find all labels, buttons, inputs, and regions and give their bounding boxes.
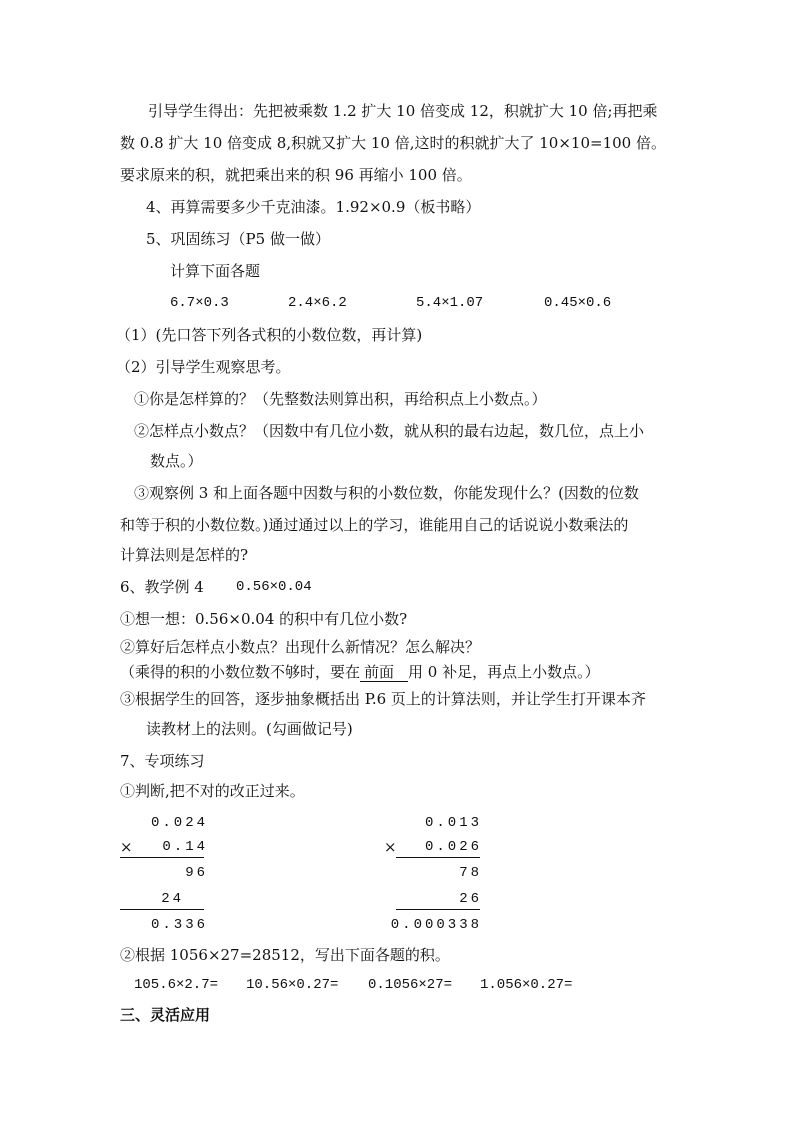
question-1: （1）(先口答下列各式积的小数位数，再计算): [116, 326, 423, 344]
multiplicand: 0.024: [150, 815, 208, 831]
multiply-sign: ×: [384, 838, 397, 856]
product-item: 1.056×0.27=: [480, 977, 573, 993]
step-4: 4、再算需要多少千克油漆。1.92×0.9（板书略）: [146, 198, 481, 216]
partial-product: 24: [161, 891, 184, 907]
calc-heading: 计算下面各题: [170, 262, 261, 280]
multiplier: 0.026: [424, 839, 482, 855]
partial-product: 26: [459, 891, 482, 907]
fill-blank: 前面: [360, 663, 408, 682]
final-product: 0.000338: [390, 917, 482, 933]
paragraph-line: 引导学生得出：先把被乘数 1.2 扩大 10 倍变成 12，积就扩大 10 倍;再把乘: [148, 102, 658, 120]
multiplier: 0.14: [162, 839, 208, 855]
exercise-item: 2.4×6.2: [288, 295, 347, 311]
question-2c-cont: 和等于积的小数位数。)通过通过以上的学习，谁能用自己的话说说小数乘法的: [120, 516, 629, 534]
calc-line: [396, 857, 480, 858]
product-item: 10.56×0.27=: [246, 977, 339, 993]
calc-line: [396, 909, 480, 910]
paragraph-line: 要求原来的积，就把乘出来的积 96 再缩小 100 倍。: [120, 166, 472, 184]
exercise-item: 6.7×0.3: [170, 295, 229, 311]
product-item: 105.6×2.7=: [134, 977, 219, 993]
exercise-item: 5.4×1.07: [416, 295, 484, 311]
calc-line: [120, 909, 204, 910]
step-5: 5、巩固练习（P5 做一做）: [146, 230, 330, 248]
given-equation: ②根据 1056×27=28512，写出下面各题的积。: [120, 946, 450, 964]
step-6c-after: 用 0 补足，再点上小数点。）: [408, 663, 600, 681]
judge-instruction: ①判断,把不对的改正过来。: [120, 782, 305, 800]
question-2a: ①你是怎样算的？（先整数法则算出积，再给积点上小数点。）: [134, 390, 547, 408]
step-6c-before: （乘得的积的小数位数不够时，要在: [120, 663, 361, 681]
exercise-item: 0.45×0.6: [544, 295, 612, 311]
question-2c-cont: 计算法则是怎样的?: [120, 546, 249, 564]
question-2b-cont: 数点。）: [150, 452, 203, 470]
paragraph-line: 数 0.8 扩大 10 倍变成 8,积就又扩大 10 倍,这时的积就扩大了 10×10=100 倍。: [120, 134, 666, 152]
step-6b: ②算好后怎样点小数点？出现什么新情况？怎么解决？: [120, 638, 481, 656]
question-2c: ③观察例 3 和上面各题中因数与积的小数位数，你能发现什么？(因数的位数: [134, 484, 639, 502]
partial-product: 96: [185, 865, 208, 881]
section-heading: 三、灵活应用: [120, 1006, 211, 1024]
question-2b: ②怎样点小数点？（因数中有几位小数，就从积的最右边起，数几位，点上小: [134, 422, 645, 440]
step-6-expression: 0.56×0.04: [236, 579, 312, 595]
multiply-sign: ×: [120, 838, 133, 856]
step-6a: ①想一想：0.56×0.04 的积中有几位小数?: [120, 610, 408, 628]
step-6-label: 6、教学例 4: [120, 578, 204, 596]
step-7: 7、专项练习: [120, 752, 205, 770]
question-2: （2）引导学生观察思考。: [116, 358, 291, 376]
partial-product: 78: [459, 865, 482, 881]
product-item: 0.1056×27=: [368, 977, 453, 993]
final-product: 0.336: [150, 917, 208, 933]
multiplicand: 0.013: [424, 815, 482, 831]
step-6d-cont: 读教材上的法则。(勾画做记号): [146, 720, 353, 738]
calc-line: [120, 857, 204, 858]
step-6d: ③根据学生的回答，逐步抽象概括出 P.6 页上的计算法则，并让学生打开课本齐: [120, 690, 646, 708]
step-6c: [120, 662, 600, 682]
